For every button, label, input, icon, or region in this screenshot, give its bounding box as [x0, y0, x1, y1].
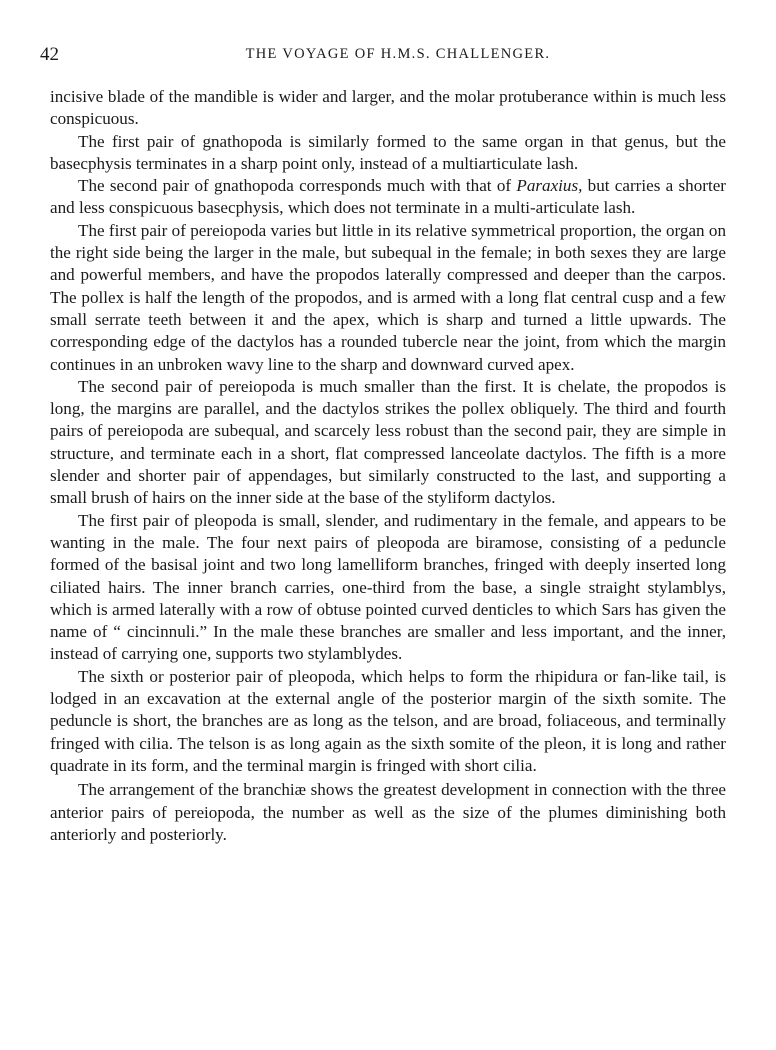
- paragraph-first-pereiopoda: The first pair of pereiopoda varies but little in its relative symmetrical proportion, the organ on the right side being the larger in the male, but subequal in the female; in both sexes they are large and powerful members, and have the propodos laterally compressed and deeper than the carpos. The pollex is half the length of the propodos, and is armed with a long flat central cusp and a few small serrate teeth between it and the apex, which is sharp and turned a little upwards. The corresponding edge of the dactylos has a rounded tubercle near the joint, from which the margin continues in an unbroken wavy line to the sharp and downward curved apex.: [50, 220, 726, 374]
- paragraph-second-gnathopoda: [50, 175, 726, 220]
- paragraph-pleopoda: The first pair of pleopoda is small, slender, and rudimentary in the female, and appears to be wanting in the male. The four next pairs of pleopoda are biramose, consisting of a peduncle formed of the basisal joint and two long lamelliform branches, fringed with deeply inserted long ciliated hairs. The inner branch carries, one-third from the base, a single straight stylamblys, which is armed laterally with a row of obtuse pointed curved denticles to which Sars has given the name of “ cincinnuli.” In the male these branches are smaller and less important, and the inner, instead of carrying one, supports two stylamblydes.: [50, 510, 726, 664]
- genus-name-italic: Paraxius,: [516, 176, 583, 196]
- body-text: [50, 86, 726, 846]
- paragraph-mandible-continued: incisive blade of the mandible is wider and larger, and the molar protuberance within is much less conspicuous.: [50, 87, 726, 129]
- paragraph-second-pereiopoda: The second pair of pereiopoda is much smaller than the first. It is chelate, the propodos is long, the margins are parallel, and the dactylos strikes the pollex obliquely. The third and fourth pairs of pereiopoda are subequal, and scarcely less robust than the second pair, they are simple in structure, and terminate each in a short, flat compressed lanceolate dactylos. The fifth is a more slender and shorter pair of appendages, but similarly constructed to the last, and supporting a small brush of hairs on the inner side at the base of the styliform dactylos.: [50, 376, 726, 508]
- running-header: [0, 44, 776, 68]
- paragraph-text: but carries a shorter and less conspicuous basecphysis, which does not terminate in a multi-articulate lash.: [50, 176, 726, 218]
- page-number: 42: [40, 44, 59, 65]
- paragraph-branchiae: The arrangement of the branchiæ shows the greatest development in connection with the three anterior pairs of pereiopoda, the number as well as the size of the plumes diminishing both anteriorly and posteriorly.: [50, 780, 726, 844]
- paragraph-sixth-pleopoda: The sixth or posterior pair of pleopoda, which helps to form the rhipidura or fan-like tail, is lodged in an excavation at the external angle of the posterior margin of the sixth somite. The peduncle is short, the branches are as long as the telson, and are broad, foliaceous, and terminally fringed with cilia. The telson is as long again as the sixth somite of the pleon, it is long and rather quadrate in its form, and the terminal margin is fringed with short cilia.: [50, 666, 726, 775]
- running-title: THE VOYAGE OF H.M.S. CHALLENGER.: [245, 46, 551, 62]
- paragraph-first-gnathopoda: The first pair of gnathopoda is similarly formed to the same organ in that genus, but the basecphysis terminates in a sharp point only, instead of a multiarticulate lash.: [50, 131, 726, 173]
- paragraph-text: The second pair of gnathopoda corresponds much with that of: [78, 176, 517, 196]
